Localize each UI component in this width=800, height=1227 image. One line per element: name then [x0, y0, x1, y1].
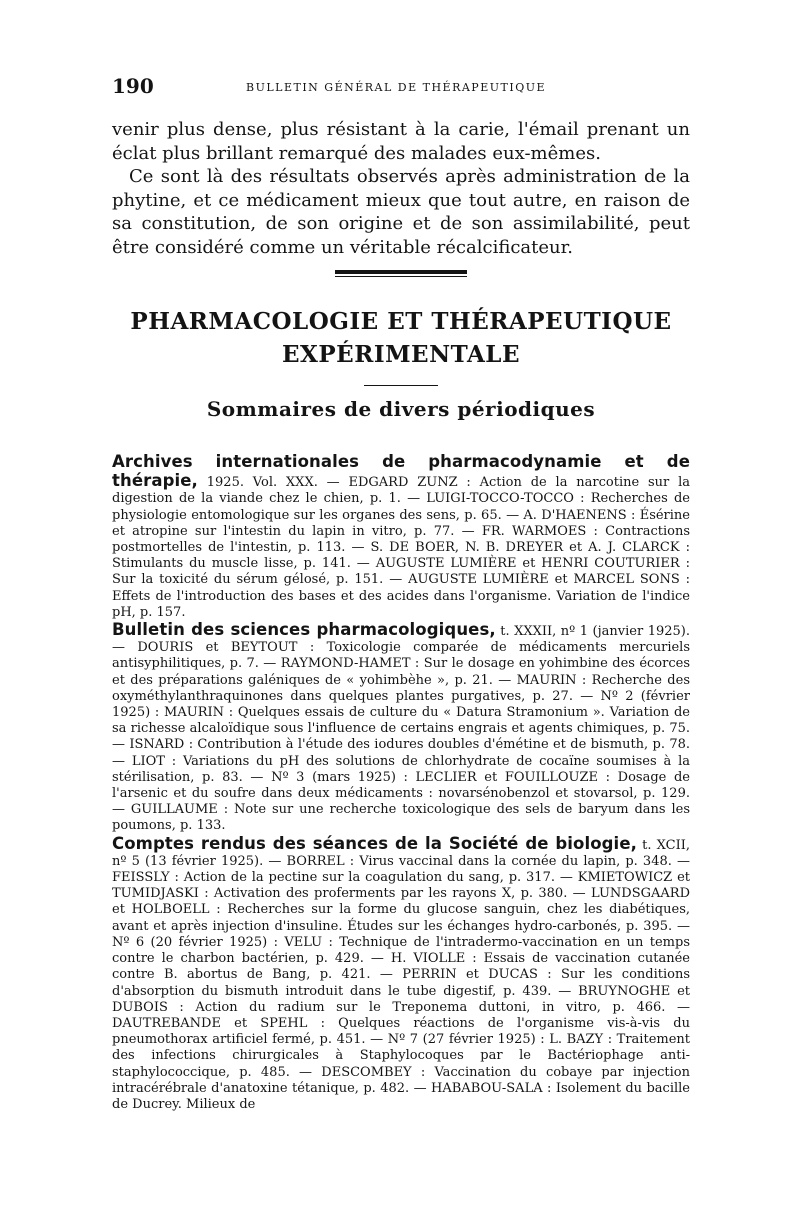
periodical-title: Bulletin des sciences pharmacologiques, — [112, 620, 496, 640]
running-title: BULLETIN GÉNÉRAL DE THÉRAPEUTIQUE — [245, 81, 547, 94]
intro-paragraph-1: venir plus dense, plus résistant à la carie, l'émail prenant un éclat plus brillant remarqué des malades eux-mêmes. — [112, 119, 690, 164]
running-head — [112, 74, 680, 100]
section-title-line-1: PHARMACOLOGIE ET THÉRAPEUTIQUE — [130, 308, 672, 335]
intro-text — [112, 118, 690, 259]
periodical-list — [112, 453, 690, 1113]
periodical-summary: t. XXXII, nº 1 (janvier 1925). — DOURIS et BEYTOUT : Toxicologie comparée de médicaments mercuriels antisyphilitiques, p. 7. — RAYMOND-HAMET : Sur le dosage en yohimbine des écorces et des préparations galéniques de « yohimbèhe », p. 21. — MAURIN : Recherche des oxyméthylanthraquinones dans quelques plantes purgatives, p. 27. — Nº 2 (février 1925) : MAURIN : Quelques essais de culture du « Datura Stramonium ». Variation de sa richesse alcaloïdique sous l'influence de certains engrais et agents chimiques, p. 75. — ISNARD : Contribution à l'étude des iodures doubles d'émétine et de bismuth, p. 78. — LIOT : Variations du pH des solutions de chlorhydrate de cocaïne soumises à la stérilisation, p. 83. — Nº 3 (mars 1925) : LECLIER et FOUILLOUZE : Dosage de l'arsenic et du soufre dans deux médicaments : novarsénobenzol et stovarsol, p. 129. — GUILLAUME : Note sur une recherche toxicologique des sels de baryum dans les poumons, p. 133. — [112, 624, 690, 834]
periodical-entry — [112, 621, 690, 835]
periodical-title: Comptes rendus des séances de la Société de biologie, — [112, 833, 637, 853]
periodical-entry — [112, 835, 690, 1113]
page-number: 190 — [112, 74, 154, 98]
periodical-title: Archives internationales de pharmacodynamie et de thérapie, — [112, 452, 690, 491]
periodical-summary: 1925. Vol. XXX. — EDGARD ZUNZ : Action de la narcotine sur la digestion de la viande chez le chien, p. 1. — LUIGI-TOCCO-TOCCO : Recherches de physiologie entomologique sur les organes des sens, p. 65. — A. D'HAENENS : Ésérine et atropine sur l'intestin du lapin in vitro, p. 77. — FR. WARMOES : Contractions postmortelles de l'intestin, p. 113. — S. DE BOER, N. B. DREYER et A. J. CLARCK : Stimulants du muscle lisse, p. 141. — AUGUSTE LUMIÈRE et HENRI COUTURIER : Sur la toxicité du sérum gélosé, p. 151. — AUGUSTE LUMIÈRE et MARCEL SONS : Effets de l'introduction des bases et des acides dans l'organisme. Variation de l'indice pH, p. 157. — [112, 475, 690, 620]
title-divider — [364, 385, 438, 386]
subsection-title: Sommaires de divers périodiques — [206, 397, 596, 421]
periodical-summary: t. XCII, nº 5 (13 février 1925). — BORREL : Virus vaccinal dans la cornée du lapin, p. 348. — FEISSLY : Action de la pectine sur la coagulation du sang, p. 317. — KMIETOWICZ et TUMIDJASKI : Activation des proferments par les rayons X, p. 380. — LUNDSGAARD et HOLBOELL : Recherches sur la forme du glucose sanguin, chez les diabétiques, avant et après injection d'insuline. Études sur les échanges hydro-carbonés, p. 395. — Nº 6 (20 février 1925) : VELU : Technique de l'intradermo-vaccination en un temps contre le charbon bactérien, p. 429. — H. VIOLLE : Essais de vaccination cutanée contre B. abortus de Bang, p. 421. — PERRIN et DUCAS : Sur les conditions d'absorption du bismuth introduit dans le tube digestif, p. 439. — BRUYNOGHE et DUBOIS : Action du radium sur le Treponema duttoni, in vitro, p. 466. — DAUTREBANDE et SPEHL : Quelques réactions de l'organisme vis-à-vis du pneumothorax artificiel fermé, p. 451. — Nº 7 (27 février 1925) : L. BAZY : Traitement des infections chirurgicales à Staphylocoques par le Bactériophage anti-staphylococcique, p. 485. — DESCOMBEY : Vaccination du cobaye par injection intracérébrale d'anatoxine tétanique, p. 482. — HABABOU-SALA : Isolement du bacille de Ducrey. Milieux de — [112, 837, 690, 1112]
section-divider — [335, 270, 467, 274]
periodical-entry — [112, 453, 690, 621]
section-title-line-2: EXPÉRIMENTALE — [282, 341, 520, 368]
intro-paragraph-2: Ce sont là des résultats observés après administration de la phytine, et ce médicament mieux que tout autre, en raison de sa constitution, de son origine et de son assimilabilité, peut être considéré comme un véritable récalcificateur. — [112, 166, 690, 258]
